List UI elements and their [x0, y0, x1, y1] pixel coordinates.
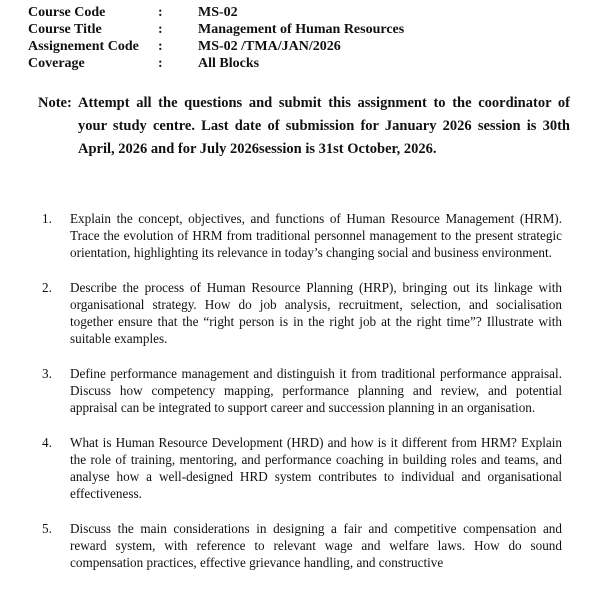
- note-line1-text: Attempt all the questions and submit this assignment to the coordinator of: [78, 95, 570, 111]
- question-item: [42, 520, 562, 571]
- submission-note: [38, 92, 570, 161]
- meta-value: Management of Human Resources: [198, 22, 405, 37]
- meta-row-assignment-code: [28, 38, 404, 55]
- meta-label: Assignement Code: [28, 39, 139, 54]
- question-item: [42, 434, 562, 502]
- question-item: [42, 210, 562, 261]
- meta-label: Course Title: [28, 22, 102, 37]
- question-text: Discuss the main considerations in designing a fair and competitive compensation and reward system, with reference to relevant wage and welfare laws. How do sound compensation practices, effective grievance handling, and constructive: [70, 521, 562, 570]
- meta-colon: :: [158, 39, 163, 54]
- meta-label: Course Code: [28, 5, 106, 20]
- meta-row-coverage: [28, 55, 404, 72]
- meta-colon: :: [158, 56, 163, 71]
- question-item: [42, 279, 562, 347]
- question-text: Describe the process of Human Resource Planning (HRP), bringing out its linkage with organisational strategy. How do job analysis, recruitment, selection, and socialisation together ensure that the “right person is in the right job at the right time”? Illustrate with suitable examples.: [70, 280, 562, 346]
- meta-row-course-title: [28, 21, 404, 38]
- question-number: 4.: [42, 435, 52, 450]
- question-number: 5.: [42, 521, 52, 536]
- question-text: What is Human Resource Development (HRD) and how is it different from HRM? Explain the role of training, mentoring, and performance coaching in building roles and teams, and analyse how a well-designed HRD system contributes to individual and organisational effectiveness.: [70, 435, 562, 501]
- question-text: Explain the concept, objectives, and functions of Human Resource Management (HRM). Trace the evolution of HRM from traditional personnel management to the present strategic orientation, highlighting its relevance in today’s changing social and business environment.: [70, 211, 562, 260]
- meta-value: All Blocks: [198, 56, 260, 71]
- question-list: [42, 210, 562, 589]
- meta-colon: :: [158, 5, 163, 20]
- meta-label: Coverage: [28, 56, 85, 71]
- meta-value: MS-02 /TMA/JAN/2026: [198, 39, 341, 54]
- meta-colon: :: [158, 22, 163, 37]
- meta-row-course-code: [28, 4, 404, 21]
- question-number: 1.: [42, 211, 52, 226]
- assignment-meta-table: [28, 4, 404, 72]
- question-number: 3.: [42, 366, 52, 381]
- note-rest-text: your study centre. Last date of submission for January 2026 session is 30th April, 2026 and for July 2026session is 31st October, 2026.: [78, 118, 570, 157]
- question-text: Define performance management and distinguish it from traditional performance appraisal. Discuss how competency mapping, performance planning and review, and potential appraisal can be integrated to support career and succession planning in an organisation.: [70, 366, 562, 415]
- note-label: Note:: [38, 95, 72, 111]
- meta-value: MS-02: [198, 5, 238, 20]
- note-first-line: [78, 92, 570, 161]
- question-number: 2.: [42, 280, 52, 295]
- question-item: [42, 365, 562, 416]
